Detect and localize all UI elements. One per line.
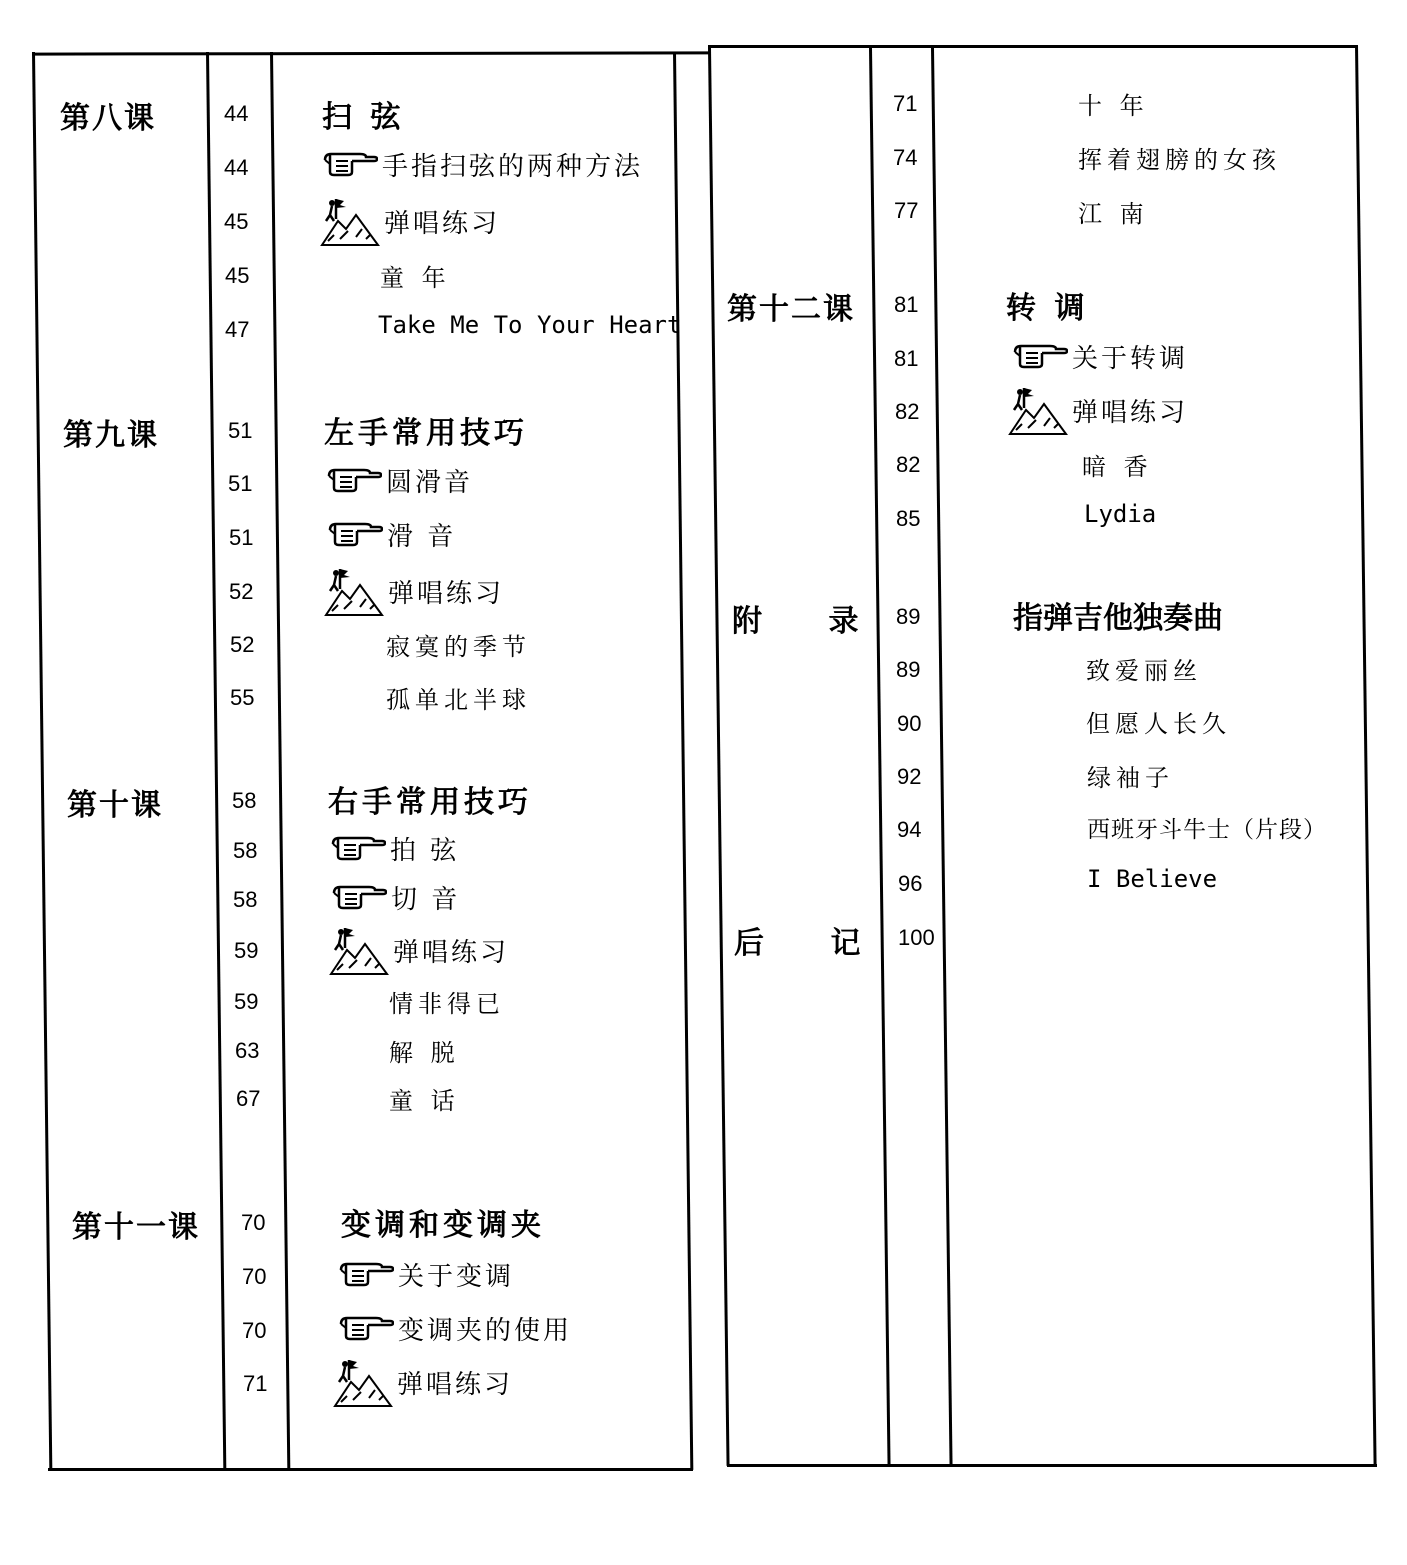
song-title: 绿袖子: [1087, 764, 1174, 792]
pointing-hand-icon: [1012, 342, 1068, 377]
page-number: 59: [234, 989, 259, 1014]
toc-entry: [329, 924, 509, 983]
toc-entry: [1012, 338, 1188, 377]
song-title: 挥着翅膀的女孩: [1078, 146, 1281, 174]
song-title: Take Me To Your Heart: [378, 311, 682, 339]
song-title: 十 年: [1078, 92, 1149, 120]
page-number: 51: [228, 471, 253, 496]
lesson-label: 后 记: [734, 926, 889, 961]
page-number: 70: [241, 1210, 266, 1235]
mountain-climber-icon: [333, 1356, 393, 1415]
toc-entry-text: 弹唱练习: [397, 1370, 514, 1400]
page-number: 94: [897, 817, 922, 842]
song-title: 孤单北半球: [386, 686, 531, 714]
page-number: 58: [233, 887, 258, 912]
toc-entry: [338, 1256, 514, 1295]
left-panel-right-border: [673, 52, 693, 1470]
page-number: 47: [225, 317, 250, 342]
toc-entry-text: 弹唱练习: [393, 938, 510, 968]
toc-entry: [324, 565, 504, 624]
song-title: 暗 香: [1082, 453, 1153, 481]
toc-entry: [333, 1356, 513, 1415]
right-panel-left-border: [708, 48, 730, 1466]
page-number: 92: [897, 764, 922, 789]
pointing-hand-icon: [338, 1314, 394, 1349]
song-title: 江 南: [1078, 200, 1149, 228]
mountain-climber-icon: [320, 195, 380, 254]
section-heading: 左手常用技巧: [324, 416, 528, 451]
page-number: 58: [233, 838, 258, 863]
page-number: 100: [898, 925, 935, 950]
song-title: 解 脱: [389, 1039, 460, 1067]
pointing-hand-icon: [338, 1260, 394, 1295]
page-number: 81: [894, 292, 919, 317]
toc-entry-text: 手指扫弦的两种方法: [382, 152, 644, 182]
section-heading: 右手常用技巧: [328, 785, 532, 820]
page-number: 82: [896, 452, 921, 477]
page-number: 70: [242, 1318, 267, 1343]
page-number: 81: [894, 346, 919, 371]
toc-entry: [1008, 384, 1188, 443]
song-title: 但愿人长久: [1086, 710, 1231, 738]
left-panel-col1-divider: [206, 52, 226, 1470]
page-number: 71: [893, 91, 918, 116]
right-panel-col1-divider: [869, 48, 891, 1466]
toc-entry-text: 关于变调: [398, 1262, 515, 1292]
song-title: 致爱丽丝: [1086, 657, 1202, 685]
pointing-hand-icon: [330, 834, 386, 869]
lesson-label: 第十课: [67, 788, 163, 823]
mountain-climber-icon: [324, 565, 384, 624]
toc-entry-text: 拍 弦: [390, 836, 460, 866]
toc-entry: [320, 195, 500, 254]
right-panel-bottom-border: [727, 1464, 1377, 1467]
left-panel-col2-divider: [270, 52, 290, 1470]
toc-entry-text: 弹唱练习: [388, 579, 505, 609]
page-number: 74: [893, 145, 918, 170]
pointing-hand-icon: [331, 883, 387, 918]
page-number: 51: [228, 418, 253, 443]
left-panel-left-border: [32, 52, 52, 1470]
page-number: 85: [896, 506, 921, 531]
page-number: 44: [224, 155, 249, 180]
section-heading: 扫 弦: [322, 100, 405, 135]
page-number: 51: [229, 525, 254, 550]
mountain-climber-icon: [1008, 384, 1068, 443]
mountain-climber-icon: [329, 924, 389, 983]
toc-entry-text: 关于转调: [1072, 344, 1189, 374]
page-number: 58: [232, 788, 257, 813]
page-number: 90: [897, 711, 922, 736]
page-number: 45: [224, 209, 249, 234]
page-number: 77: [894, 198, 919, 223]
song-title: 寂寞的季节: [386, 633, 531, 661]
lesson-label: 第十一课: [72, 1210, 200, 1245]
page-number: 71: [243, 1371, 268, 1396]
song-title: 童 年: [380, 264, 451, 292]
lesson-label: 附 录: [732, 604, 887, 639]
toc-entry-text: 圆滑音: [386, 468, 474, 498]
song-title: I Believe: [1087, 865, 1218, 893]
left-panel-bottom-border: [48, 1468, 693, 1471]
left-panel-top-border: [32, 51, 710, 55]
song-title: Lydia: [1084, 500, 1157, 528]
page-number: 89: [896, 604, 921, 629]
page-number: 52: [230, 632, 255, 657]
toc-entry: [327, 516, 456, 555]
toc-entry-text: 弹唱练习: [1072, 398, 1189, 428]
song-title: 情非得已: [389, 990, 505, 1018]
page-number: 89: [896, 657, 921, 682]
section-heading: 变调和变调夹: [341, 1208, 545, 1243]
right-panel-col2-divider: [931, 48, 953, 1466]
page-number: 45: [225, 263, 250, 288]
toc-entry-text: 切 音: [391, 885, 461, 915]
toc-entry: [331, 879, 460, 918]
page-number: 96: [898, 871, 923, 896]
lesson-label: 第八课: [60, 101, 156, 136]
right-panel-top-border: [708, 45, 1358, 48]
toc-entry: [326, 462, 473, 501]
pointing-hand-icon: [322, 150, 378, 185]
pointing-hand-icon: [326, 466, 382, 501]
lesson-label: 第十二课: [727, 292, 855, 327]
toc-entry-text: 弹唱练习: [384, 209, 501, 239]
page-number: 70: [242, 1264, 267, 1289]
toc-entry: [338, 1310, 572, 1349]
right-panel-right-border: [1355, 45, 1377, 1465]
section-heading: 转 调: [1006, 291, 1089, 326]
page-number: 59: [234, 938, 259, 963]
toc-entry: [322, 146, 643, 185]
page-number: 67: [236, 1086, 261, 1111]
page-number: 44: [224, 101, 249, 126]
song-title: 童 话: [389, 1087, 460, 1115]
section-heading: 指弹吉他独奏曲: [1013, 601, 1223, 636]
toc-entry-text: 变调夹的使用: [398, 1316, 573, 1346]
page-number: 55: [230, 685, 255, 710]
lesson-label: 第九课: [63, 418, 159, 453]
song-title: 西班牙斗牛士（片段）: [1087, 817, 1327, 843]
page-number: 52: [229, 579, 254, 604]
page-number: 82: [895, 399, 920, 424]
toc-entry: [330, 830, 459, 869]
pointing-hand-icon: [327, 520, 383, 555]
toc-entry-text: 滑 音: [387, 522, 457, 552]
page-number: 63: [235, 1038, 260, 1063]
